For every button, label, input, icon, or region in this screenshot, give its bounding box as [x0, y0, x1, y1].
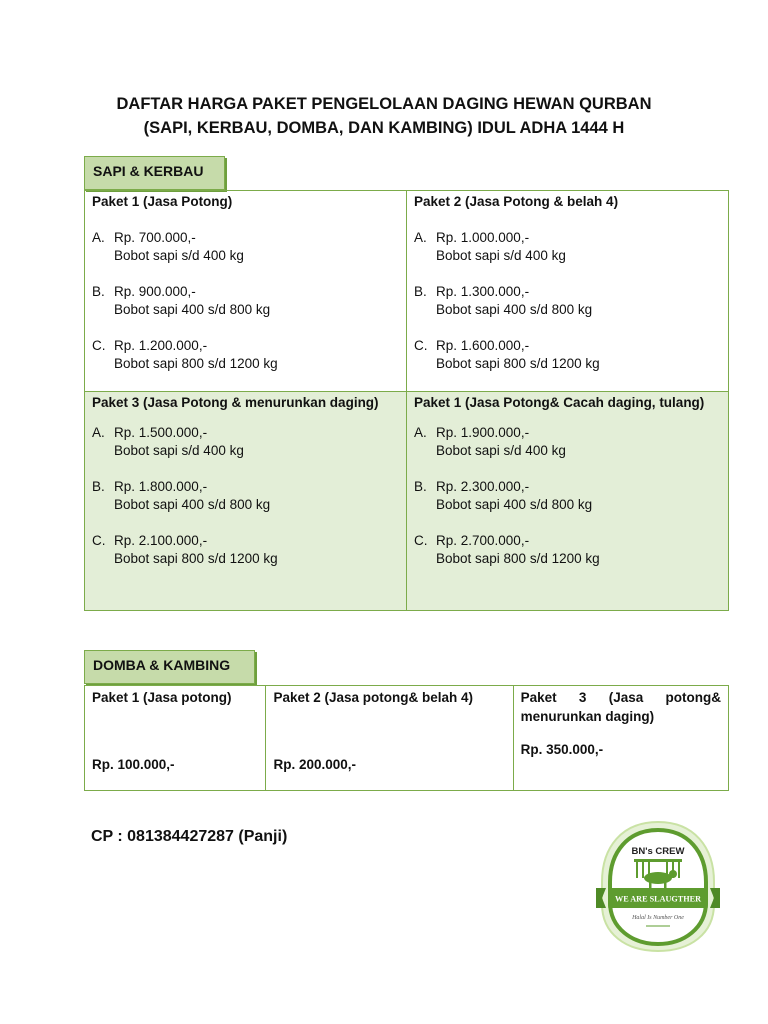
- option-price: Rp. 1.500.000,-: [114, 425, 208, 440]
- price-option: [92, 283, 399, 319]
- package-cell: [407, 191, 729, 392]
- option-letter: C.: [414, 533, 428, 548]
- package-cell: [85, 686, 266, 791]
- price-option: [92, 478, 399, 514]
- option-weight: Bobot sapi 400 s/d 800 kg: [436, 497, 593, 512]
- price-option: [414, 478, 721, 514]
- package-cell: [85, 191, 407, 392]
- section-label-sapi-kerbau: SAPI & KERBAU: [84, 156, 225, 190]
- package-price: Rp. 100.000,-: [92, 757, 175, 772]
- price-option: [414, 424, 721, 460]
- option-price: Rp. 700.000,-: [114, 230, 196, 245]
- package-cell: [266, 686, 513, 791]
- price-option: [414, 532, 721, 568]
- option-price: Rp. 1.300.000,-: [436, 284, 530, 299]
- section-label-domba-kambing: DOMBA & KAMBING: [84, 650, 255, 684]
- option-weight: Bobot sapi 800 s/d 1200 kg: [114, 551, 278, 566]
- logo-tagline: Halal Is Number One: [632, 915, 684, 921]
- option-weight: Bobot sapi 800 s/d 1200 kg: [114, 356, 278, 371]
- package-header: Paket 2 (Jasa potong& belah 4): [273, 690, 474, 705]
- price-option: [92, 337, 399, 373]
- price-option: [414, 229, 721, 265]
- package-cell: [513, 686, 728, 791]
- price-option: [92, 229, 399, 265]
- package-header: Paket 3 (Jasa Potong & menurunkan daging): [92, 395, 379, 410]
- option-weight: Bobot sapi s/d 400 kg: [436, 248, 566, 263]
- title-line-1: DAFTAR HARGA PAKET PENGELOLAAN DAGING HEWAN QURBAN: [116, 95, 652, 113]
- option-letter: C.: [414, 338, 428, 353]
- page-title: [0, 92, 768, 140]
- option-price: Rp. 2.700.000,-: [436, 533, 530, 548]
- option-letter: C.: [92, 533, 106, 548]
- option-price: Rp. 1.600.000,-: [436, 338, 530, 353]
- logo-top-text: BN's CREW: [631, 846, 685, 857]
- option-weight: Bobot sapi 800 s/d 1200 kg: [436, 551, 600, 566]
- package-cell: [407, 392, 729, 611]
- option-letter: A.: [414, 425, 427, 440]
- sapi-price-table: [84, 190, 729, 611]
- option-letter: A.: [92, 425, 105, 440]
- option-price: Rp. 900.000,-: [114, 284, 196, 299]
- price-option: [414, 337, 721, 373]
- option-letter: C.: [92, 338, 106, 353]
- option-price: Rp. 1.000.000,-: [436, 230, 530, 245]
- package-header: Paket 1 (Jasa potong): [92, 690, 232, 705]
- option-price: Rp. 1.800.000,-: [114, 479, 208, 494]
- package-price: Rp. 200.000,-: [273, 757, 356, 772]
- price-option: [92, 424, 399, 460]
- option-letter: A.: [92, 230, 105, 245]
- bns-crew-logo: [596, 820, 720, 952]
- contact-person: CP : 081384427287 (Panji): [91, 828, 288, 845]
- option-price: Rp. 1.200.000,-: [114, 338, 208, 353]
- option-letter: B.: [92, 284, 105, 299]
- domba-price-table: [84, 685, 729, 791]
- title-line-2: (SAPI, KERBAU, DOMBA, DAN KAMBING) IDUL ADHA 1444 H: [143, 119, 625, 137]
- option-weight: Bobot sapi s/d 400 kg: [114, 248, 244, 263]
- option-letter: B.: [92, 479, 105, 494]
- package-header: Paket 1 (Jasa Potong& Cacah daging, tulang): [414, 395, 705, 410]
- option-price: Rp. 2.300.000,-: [436, 479, 530, 494]
- option-letter: B.: [414, 479, 427, 494]
- logo-banner-text: WE ARE SLAUGTHER: [615, 894, 701, 904]
- option-price: Rp. 1.900.000,-: [436, 425, 530, 440]
- option-weight: Bobot sapi s/d 400 kg: [436, 443, 566, 458]
- package-header: Paket 1 (Jasa Potong): [92, 194, 233, 209]
- price-option: [92, 532, 399, 568]
- option-weight: Bobot sapi 400 s/d 800 kg: [436, 302, 593, 317]
- option-letter: B.: [414, 284, 427, 299]
- option-weight: Bobot sapi 400 s/d 800 kg: [114, 497, 271, 512]
- price-option: [414, 283, 721, 319]
- package-price: Rp. 350.000,-: [520, 742, 604, 757]
- option-weight: Bobot sapi s/d 400 kg: [114, 443, 244, 458]
- option-price: Rp. 2.100.000,-: [114, 533, 208, 548]
- package-header: Paket 2 (Jasa Potong & belah 4): [414, 194, 619, 209]
- package-cell: [85, 392, 407, 611]
- option-weight: Bobot sapi 400 s/d 800 kg: [114, 302, 271, 317]
- option-letter: A.: [414, 230, 427, 245]
- package-header: Paket 3 (Jasa potong& menurunkan daging): [520, 690, 721, 724]
- option-weight: Bobot sapi 800 s/d 1200 kg: [436, 356, 600, 371]
